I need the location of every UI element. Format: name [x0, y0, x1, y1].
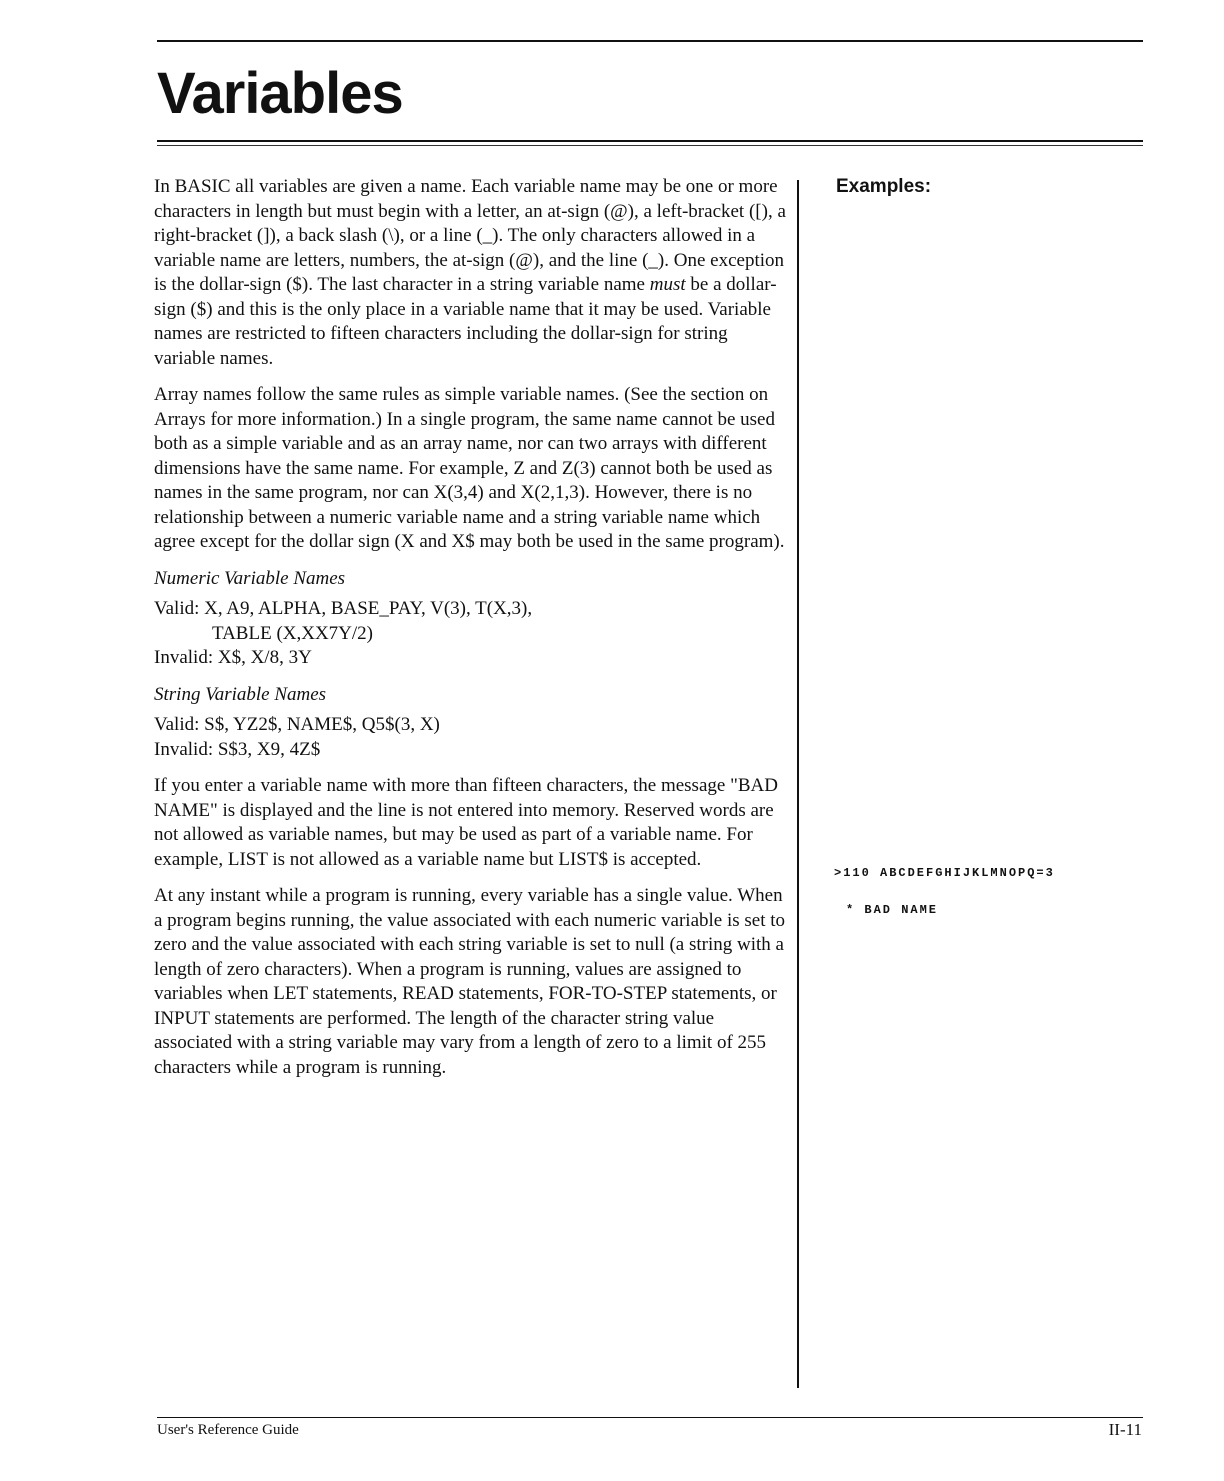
numeric-valid-line-1: Valid: X, A9, ALPHA, BASE_PAY, V(3), T(X,3), — [154, 598, 533, 619]
page-number: II-11 — [1108, 1420, 1142, 1439]
example-code-input: >110 ABCDEFGHIJKLMNOPQ=3 — [834, 866, 1055, 880]
string-invalid-line: Invalid: S$3, X9, 4Z$ — [154, 738, 321, 760]
title-rule — [157, 140, 1143, 142]
column-divider — [797, 180, 799, 1388]
string-variable-examples — [154, 713, 786, 762]
numeric-variable-examples — [154, 597, 786, 671]
footer-guide-title: User's Reference Guide — [157, 1422, 299, 1438]
paragraph-array-names: Array names follow the same rules as simple variable names. (See the section on Arrays for more information.) In a single program, the same name cannot be used both as a simple variable and as an array name, nor can two arrays with different dimensions have the same name. For example, Z and Z(3) cannot both be used as names in the same program, nor can X(3,4) and X(2,1,3). However, there is no relationship between a numeric variable name and a string variable name which agree except for the dollar sign (X and X$ may both be used in the same program). — [154, 384, 785, 552]
top-rule — [157, 40, 1143, 42]
page-title: Variables — [157, 61, 403, 126]
footer-rule — [157, 1417, 1143, 1418]
string-variable-names-heading: String Variable Names — [154, 683, 327, 705]
paragraph-bad-name: If you enter a variable name with more than fifteen characters, the message "BAD NAME" is displayed and the line is not entered into memory. Reserved words are not allowed as variable names, but may be used as part of a variable name. For example, LIST is not allowed as a variable name but LIST$ is accepted. — [154, 775, 778, 870]
example-code-error: * BAD NAME — [846, 903, 939, 917]
main-column — [154, 175, 786, 1092]
examples-heading: Examples: — [836, 176, 932, 197]
numeric-invalid-line: Invalid: X$, X/8, 3Y — [154, 647, 312, 668]
paragraph-naming-rules-rest: be a dollar-sign ($) and this is the only place in a variable name that it may be used. Variable names are restricted to fifteen characters including the dollar-sign for string variable names. — [154, 274, 777, 369]
paragraph-variable-values: At any instant while a program is running, every variable has a single value. When a program begins running, the value associated with each numeric variable is set to zero and the value associated with each string variable is set to null (a string with a length of zero characters). When a program is running, values are assigned to variables when LET statements, READ statements, FOR-TO-STEP statements, or INPUT statements are performed. The length of the character string value associated with a string variable may vary from a length of zero to a limit of 255 characters while a program is running. — [154, 885, 786, 1078]
title-rule-thin — [157, 145, 1143, 146]
paragraph-naming-rules — [154, 175, 786, 371]
paragraph-naming-rules-text: In BASIC all variables are given a name. Each variable name may be one or more characters in length but must begin with a letter, an at-sign (@), a left-bracket ([), a right-bracket (]), a back slash (\), or a line (_). The only characters allowed in a variable name are letters, numbers, the at-sign (@), and the line (_). One exception is the dollar-sign ($). The last character in a string variable name — [154, 176, 786, 295]
numeric-variable-names-heading: Numeric Variable Names — [154, 567, 346, 589]
numeric-valid-line-2: TABLE (X,XX7Y/2) — [212, 622, 374, 644]
emphasis-must: must — [649, 274, 686, 295]
string-valid-line: Valid: S$, YZ2$, NAME$, Q5$(3, X) — [154, 714, 440, 735]
